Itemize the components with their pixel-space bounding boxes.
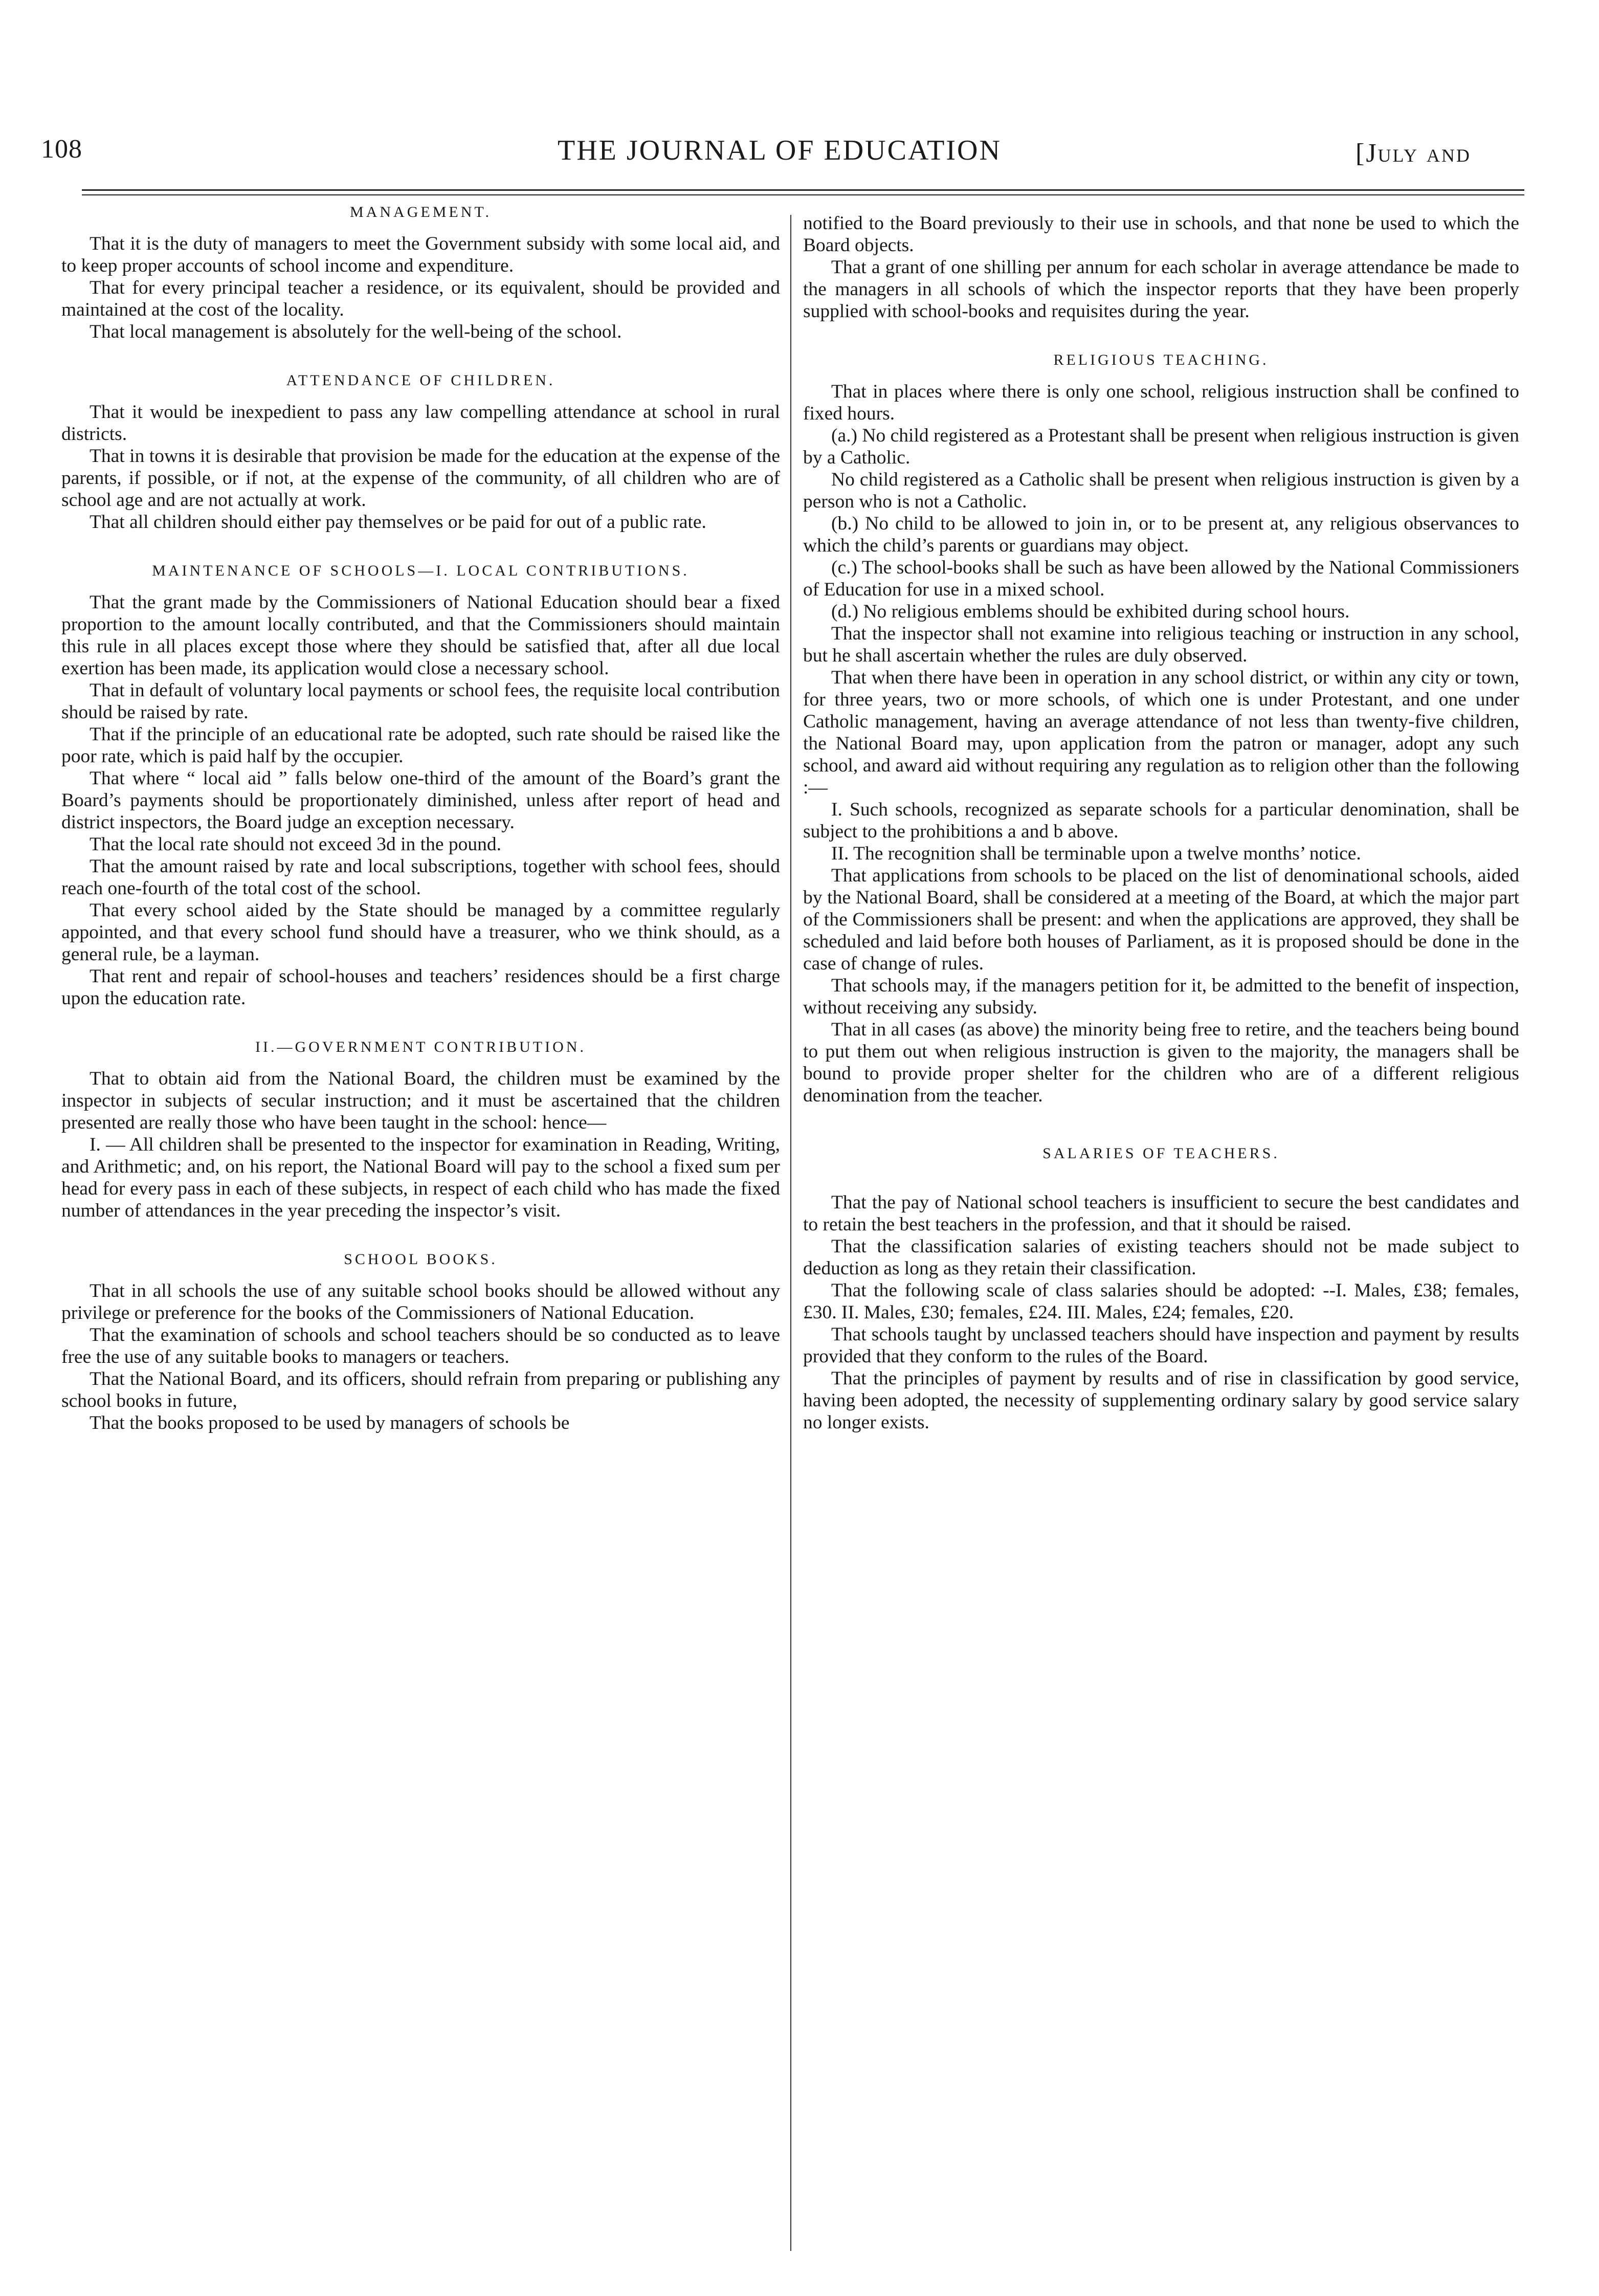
paragraph: That the classification salaries of existing teachers should not be made subject to deduction as long as they retain their classification. — [803, 1236, 1519, 1279]
header-rule-secondary — [82, 194, 1524, 195]
header-rule — [82, 189, 1524, 191]
paragraph: That schools taught by unclassed teachers should have inspection and payment by results provided that they conform to the rules of the Board. — [803, 1324, 1519, 1367]
paragraph: That if the principle of an educational rate be adopted, such rate should be raised like the poor rate, which is paid half by the occupier. — [61, 724, 780, 767]
paragraph: That rent and repair of school-houses and teachers’ residences should be a first charge upon the education rate. — [61, 966, 780, 1009]
paragraph: That all children should either pay themselves or be paid for out of a public rate. — [90, 512, 706, 533]
section-heading-management: MANAGEMENT. — [350, 204, 492, 220]
paragraph: That in all cases (as above) the minority being free to retire, and the teachers being bound to put them out when religious instruction is given to the majority, the managers shall be bound to provide proper shelter for the children who are of a different religious denomination from the teacher. — [803, 1019, 1519, 1106]
paragraph: I. — All children shall be presented to the inspector for examination in Reading, Writing, and Arithmetic; and, on his report, the National Board will pay to the school a fixed sum per head for every pass in each of these subjects, in respect of each child who has made the fixed number of attendances in the year preceding the inspector’s visit. — [61, 1134, 780, 1221]
paragraph: That the National Board, and its officers, should refrain from preparing or publishing any school books in future, — [61, 1368, 780, 1411]
section-heading-salaries: SALARIES OF TEACHERS. — [1042, 1145, 1280, 1162]
paragraph: That the books proposed to be used by managers of schools be — [90, 1412, 570, 1433]
right-column — [803, 202, 1519, 2274]
paragraph: That for every principal teacher a residence, or its equivalent, should be provided and maintained at the cost of the locality. — [61, 277, 780, 320]
paragraph: No child registered as a Catholic shall be present when religious instruction is given by a person who is not a Catholic. — [803, 469, 1519, 512]
paragraph: That every school aided by the State should be managed by a committee regularly appointed, and that every school fund should have a treasurer, who we think should, as a general rule, be a layman. — [61, 900, 780, 965]
paragraph: notified to the Board previously to their use in schools, and that none be used to which the Board objects. — [803, 213, 1519, 256]
running-head: [July and — [1356, 139, 1471, 168]
paragraph: (d.) No religious emblems should be exhibited during school hours. — [831, 601, 1350, 622]
paragraph: That the following scale of class salaries should be adopted: --I. Males, £38; females, £30. II. Males, £30; females, £24. III. Males, £24; females, £20. — [803, 1280, 1519, 1323]
paragraph: That a grant of one shilling per annum for each scholar in average attendance be made to the managers in all schools of which the inspector reports that they have been properly supplied with school-books and requisites during the year. — [803, 257, 1519, 322]
paragraph: (a.) No child registered as a Protestant shall be present when religious instruction is given by a Catholic. — [803, 425, 1519, 468]
paragraph: That where “ local aid ” falls below one-third of the amount of the Board’s grant the Board’s payments should be proportionately diminished, unless after report of head and district inspectors, the Board judge an exception necessary. — [61, 768, 780, 833]
section-heading-books: SCHOOL BOOKS. — [344, 1251, 498, 1268]
section-heading-religious: RELIGIOUS TEACHING. — [1053, 351, 1269, 368]
paragraph: That applications from schools to be placed on the list of denominational schools, aided by the National Board, shall be considered at a meeting of the Board, at which the major part of the Commissioners shall be present: and when the applications are approved, they shall be scheduled and laid before both houses of Parliament, as it is proposed should be done in the case of change of rules. — [803, 865, 1519, 974]
paragraph: II. The recognition shall be terminable upon a twelve months’ notice. — [831, 843, 1361, 864]
paragraph: (b.) No child to be allowed to join in, or to be present at, any religious observances to which the child’s parents or guardians may object. — [803, 513, 1519, 556]
column-divider — [790, 215, 791, 2251]
paragraph: That to obtain aid from the National Board, the children must be examined by the inspector in subjects of secular instruction; and it must be ascertained that the children presented are really those who have been taught in the school: hence— — [61, 1068, 780, 1133]
paragraph: (c.) The school-books shall be such as have been allowed by the National Commissioners of Education for use in a mixed school. — [803, 557, 1519, 600]
paragraph: I. Such schools, recognized as separate schools for a particular denomination, shall be subject to the prohibitions a and b above. — [803, 799, 1519, 842]
paragraph: That it would be inexpedient to pass any law compelling attendance at school in rural districts. — [61, 402, 780, 445]
paragraph: That the local rate should not exceed 3d in the pound. — [90, 834, 501, 855]
paragraph: That schools may, if the managers petition for it, be admitted to the benefit of inspection, without receiving any subsidy. — [803, 975, 1519, 1018]
section-heading-government: II.—GOVERNMENT CONTRIBUTION. — [255, 1039, 586, 1055]
paragraph: That in default of voluntary local payments or school fees, the requisite local contribution should be raised by rate. — [61, 680, 780, 723]
paragraph: That the pay of National school teachers is insufficient to secure the best candidates and to retain the best teachers in the profession, and that it should be raised. — [803, 1192, 1519, 1235]
paragraph: That the grant made by the Commissioners of National Education should bear a fixed proportion to the amount locally contributed, and that the Commissioners should maintain this rule in all places except those where they should be satisfied that, after all due local exertion has been made, its application would close a necessary school. — [61, 592, 780, 679]
paragraph: That in towns it is desirable that provision be made for the education at the expense of the parents, if possible, or if not, at the expense of the community, of all children who are of school age and are not actually at work. — [61, 446, 780, 511]
paragraph: That the examination of schools and school teachers should be so conducted as to leave free the use of any suitable books to managers or teachers. — [61, 1324, 780, 1367]
paragraph: That the inspector shall not examine into religious teaching or instruction in any school, but he shall ascertain whether the rules are duly observed. — [803, 623, 1519, 666]
paragraph: That local management is absolutely for the well-being of the school. — [90, 321, 622, 342]
paragraph: That the principles of payment by results and of rise in classification by good service, having been adopted, the necessity of supplementing ordinary salary by good service salary no longer exists. — [803, 1368, 1519, 1433]
journal-title: THE JOURNAL OF EDUCATION — [558, 135, 1002, 166]
section-heading-maintenance: MAINTENANCE OF SCHOOLS—I. LOCAL CONTRIBUTIONS. — [152, 562, 690, 579]
paragraph: That when there have been in operation in any school district, or within any city or town, for three years, two or more schools, of which one is under Protestant, and one under Catholic management, having an average attendance of not less than twenty-five children, the National Board may, upon application from the patron or manager, adopt any such school, and award aid without requiring any regulation as to religion other than the following :— — [803, 667, 1519, 798]
section-heading-attendance: ATTENDANCE OF CHILDREN. — [286, 372, 556, 389]
page-number: 108 — [41, 135, 82, 164]
paragraph: That in all schools the use of any suitable school books should be allowed without any privilege or preference for the books of the Commissioners of National Education. — [61, 1281, 780, 1323]
paragraph: That in places where there is only one school, religious instruction shall be confined to fixed hours. — [803, 381, 1519, 424]
left-column — [61, 202, 780, 2274]
paragraph: That the amount raised by rate and local subscriptions, together with school fees, should reach one-fourth of the total cost of the school. — [61, 856, 780, 899]
paragraph: That it is the duty of managers to meet the Government subsidy with some local aid, and to keep proper accounts of school income and expenditure. — [61, 233, 780, 276]
